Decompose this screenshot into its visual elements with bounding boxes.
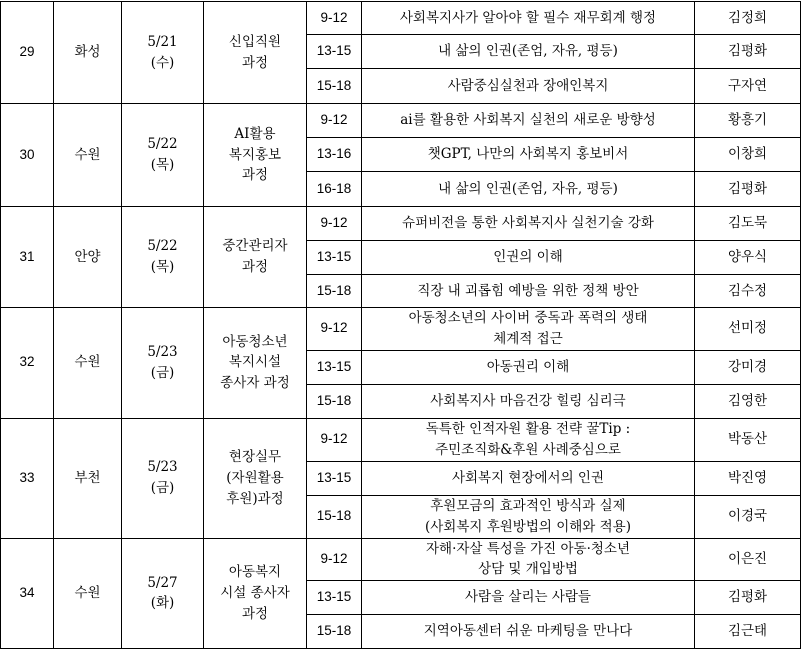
course-name-line: 과정 [241,54,269,71]
lecturer-cell: 구자연 [695,69,801,104]
course-cell [204,2,307,104]
lecturer-cell: 김영한 [695,384,801,418]
subject-line: 슈퍼비전을 통한 사회복지사 실천기술 강화 [402,215,654,232]
course-name-line: 과정 [241,167,269,184]
subject-line: 지역아동센터 쉬운 마케팅을 만나다 [423,623,633,640]
subject-line: 내 삶의 인권(존엄, 자유, 평등) [438,43,618,60]
course-name-line: 아동복지 [228,564,282,581]
lecturer-cell: 김근태 [695,615,801,649]
subject-line: 독특한 인적자원 활용 전략 꿀Tip : [425,420,631,437]
subject-cell [362,241,695,275]
table-row [1,308,801,351]
subject-cell [362,461,695,495]
session-number: 29 [1,2,54,104]
session-number: 30 [1,104,54,207]
subject-line: 사회복지사 마음건강 힐링 심리극 [430,392,626,409]
subject-cell [362,35,695,69]
table-row [1,538,801,581]
session-number: 31 [1,207,54,308]
course-name-line: 신입직원 [228,33,282,50]
weekday-text: (목) [150,259,175,275]
subject-line: 사람중심실천과 장애인복지 [447,77,609,94]
subject-line: 사회복지 현장에서의 인권 [451,469,605,486]
course-name-line: 복지시설 [228,354,282,371]
time-cell: 16-18 [307,172,362,207]
subject-line: 아동권리 이해 [486,358,570,375]
table-row [1,207,801,241]
subject-line: 체계적 접근 [493,330,563,347]
lecturer-cell: 김수정 [695,275,801,308]
time-cell: 9-12 [307,418,362,461]
subject-line: 자해·자살 특성을 가진 아동·청소년 [425,540,631,557]
subject-line: ai를 활용한 사회복지 실천의 새로운 방향성 [400,112,656,129]
lecturer-cell: 김정희 [695,2,801,35]
region-cell: 수원 [54,538,122,649]
time-cell: 13-15 [307,350,362,384]
session-number: 33 [1,418,54,538]
time-cell: 15-18 [307,384,362,418]
time-cell: 9-12 [307,538,362,581]
time-cell: 15-18 [307,615,362,649]
course-name-line: 복지홍보 [228,146,282,163]
schedule-body [1,2,801,649]
subject-line: 사람을 살리는 사람들 [465,589,591,606]
time-cell: 13-15 [307,35,362,69]
course-cell [204,538,307,649]
course-cell [204,418,307,538]
date-text: 5/23 [147,459,178,476]
subject-cell [362,69,695,104]
lecturer-cell: 황흥기 [695,104,801,138]
subject-line: 사회복지사가 알아야 할 필수 재무회계 행정 [399,9,657,26]
course-cell [204,104,307,207]
subject-line: 주민조직화&후원 사례중심으로 [435,441,621,458]
subject-line: 상담 및 개입방법 [478,561,578,578]
table-row [1,418,801,461]
subject-line: 직장 내 괴롭힘 예방을 위한 정책 방안 [417,282,639,299]
lecturer-cell: 김평화 [695,35,801,69]
region-cell: 수원 [54,308,122,419]
subject-line: 아동청소년의 사이버 중독과 폭력의 생태 [408,310,648,326]
date-text: 5/23 [147,344,178,360]
date-cell [122,207,204,308]
subject-cell [362,495,695,538]
weekday-text: (수) [150,54,175,71]
lecturer-cell: 이경국 [695,495,801,538]
time-cell: 13-15 [307,461,362,495]
subject-line: 챗GPT, 나만의 사회복지 홍보비서 [427,146,629,163]
subject-cell [362,418,695,461]
subject-cell [362,581,695,615]
course-cell [204,308,307,419]
date-cell [122,2,204,104]
date-cell [122,418,204,538]
time-cell: 13-15 [307,581,362,615]
time-cell: 15-18 [307,495,362,538]
date-cell [122,538,204,649]
lecturer-cell: 강미경 [695,350,801,384]
region-cell: 부천 [54,418,122,538]
course-name-line: 아동청소년 [222,333,288,350]
lecturer-cell: 박동산 [695,418,801,461]
date-text: 5/22 [147,238,178,255]
subject-cell [362,308,695,351]
course-name-line: AI활용 [234,125,276,142]
region-cell: 화성 [54,2,122,104]
subject-line: 내 삶의 인권(존엄, 자유, 평등) [438,180,618,197]
region-cell: 안양 [54,207,122,308]
subject-line: 후원모금의 효과적인 방식과 실제 [430,497,626,514]
subject-cell [362,615,695,649]
subject-cell [362,538,695,581]
time-cell: 9-12 [307,207,362,241]
session-number: 32 [1,308,54,419]
lecturer-cell: 이은진 [695,538,801,581]
subject-cell [362,384,695,418]
table-row [1,104,801,138]
course-name-line: 후원)과정 [226,490,284,507]
time-cell: 9-12 [307,2,362,35]
date-cell [122,308,204,419]
lecturer-cell: 김평화 [695,581,801,615]
lecturer-cell: 양우식 [695,241,801,275]
schedule-table [0,1,801,649]
subject-cell [362,172,695,207]
subject-cell [362,138,695,172]
subject-cell [362,275,695,308]
time-cell: 13-16 [307,138,362,172]
date-cell [122,104,204,207]
weekday-text: (목) [150,157,175,173]
course-name-line: 중간관리자 [222,238,288,255]
subject-cell [362,207,695,241]
date-text: 5/22 [147,136,178,153]
lecturer-cell: 이창희 [695,138,801,172]
time-cell: 15-18 [307,275,362,308]
session-number: 34 [1,538,54,649]
region-cell: 수원 [54,104,122,207]
lecturer-cell: 김평화 [695,172,801,207]
table-row [1,2,801,35]
subject-line: (사회복지 후원방법의 이해와 적용) [425,518,631,535]
time-cell: 13-15 [307,241,362,275]
date-text: 5/21 [147,33,178,50]
weekday-text: (화) [150,595,175,612]
time-cell: 15-18 [307,69,362,104]
subject-line: 인권의 이해 [493,249,563,266]
time-cell: 9-12 [307,104,362,138]
course-name-line: 현장실무 [228,448,282,465]
course-cell [204,207,307,308]
subject-cell [362,350,695,384]
course-name-line: 시설 종사자 [220,584,290,601]
time-cell: 9-12 [307,308,362,351]
lecturer-cell: 박진영 [695,461,801,495]
date-text: 5/27 [147,574,178,591]
course-name-line: 과정 [241,605,269,622]
weekday-text: (금) [150,364,175,381]
subject-cell [362,2,695,35]
course-name-line: 종사자 과정 [220,375,290,392]
weekday-text: (금) [150,480,175,497]
subject-cell [362,104,695,138]
lecturer-cell: 선미정 [695,308,801,351]
course-name-line: (자원활용 [226,469,284,486]
course-name-line: 과정 [241,259,269,275]
lecturer-cell: 김도묵 [695,207,801,241]
